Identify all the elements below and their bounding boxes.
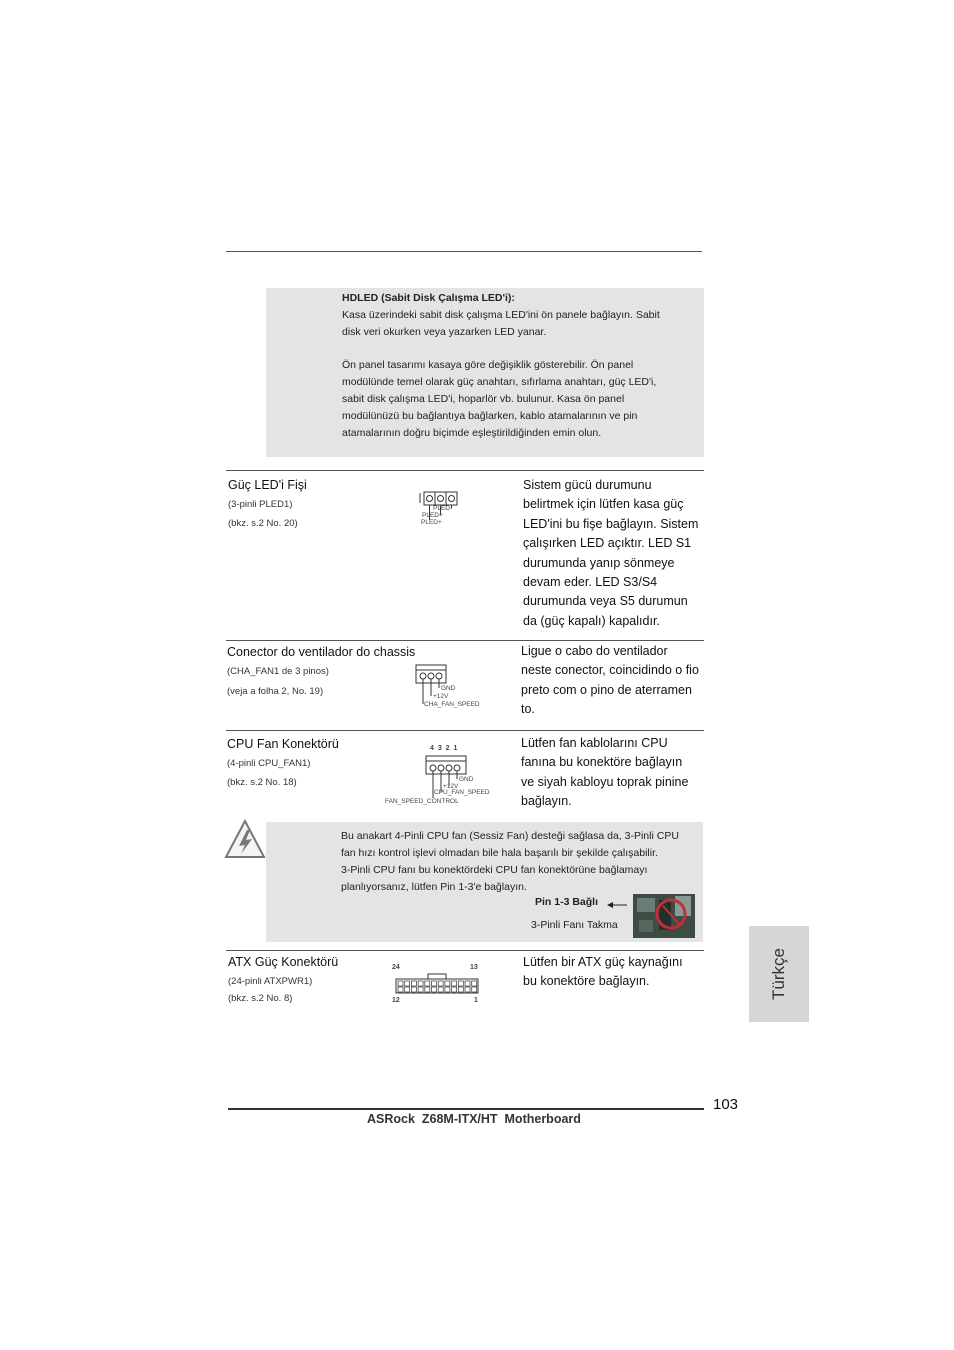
pled-connector-diagram xyxy=(418,490,488,530)
hdled-paragraph-1: Kasa üzerindeki sabit disk çalışma LED'ini ön panele bağlayın. Sabit disk veri okurken veya yazarken LED yanar. xyxy=(342,309,660,338)
arrow-left-icon xyxy=(606,897,628,907)
atx-pin-label: 24 xyxy=(392,964,400,971)
footer-rule xyxy=(228,1108,704,1110)
pled-section-rule xyxy=(226,470,704,471)
atx-title: ATX Güç Konektörü xyxy=(228,955,339,969)
chafan-title: Conector do ventilador do chassis xyxy=(227,645,416,659)
pled-pin-label: PLED+ xyxy=(422,512,443,519)
warning-icon xyxy=(224,819,266,859)
chafan-connector-diagram xyxy=(414,662,504,712)
hdled-paragraph-2: Ön panel tasarımı kasaya göre değişiklik gösterebilir. Ön panel modülünde temel olarak güç anahtarı, sıfırlama anahtarı, güç LED'i, sabit disk çalışma LED'i, hoparlör vb. bulunur. Kasa ön panel modülünüzü bu bağlantıya bağlarken, kablo atamalarının ve pin atamalarının doğru biçimde eşleştirildiğinden emin olun. xyxy=(342,359,657,439)
chafan-section-rule xyxy=(226,640,704,641)
language-tab-label: Türkçe xyxy=(769,948,788,1000)
pin-connected-label: Pin 1-3 Bağlı xyxy=(535,896,599,908)
pled-pin-label: PLED- xyxy=(433,505,453,512)
cpufan-connector-diagram xyxy=(384,742,504,808)
footer-product-name: ASRock Z68M-ITX/HT Motherboard xyxy=(367,1112,581,1126)
page-number: 103 xyxy=(713,1096,739,1113)
cpufan-pin-numbers: 4 3 2 1 xyxy=(430,745,459,752)
warning-triangle-icon xyxy=(224,819,266,859)
language-side-tab xyxy=(749,926,809,1022)
fan-install-photo xyxy=(633,894,695,938)
chafan-pin-label: CHA_FAN_SPEED xyxy=(424,701,480,708)
cpufan-title: CPU Fan Konektörü xyxy=(227,737,339,751)
atx-description: Lütfen bir ATX güç kaynağını bu konektöre bağlayın. xyxy=(523,955,683,989)
pled-subtitle: (3-pinli PLED1) xyxy=(228,499,293,510)
cpufan-pin-label: +12V xyxy=(443,783,459,790)
cpufan-pin-label: FAN_SPEED_CONTROL xyxy=(385,798,459,805)
chafan-subtitle: (CHA_FAN1 de 3 pinos) xyxy=(227,666,329,677)
cpufan-subtitle: (4-pinli CPU_FAN1) xyxy=(227,758,311,769)
cpufan-pin-label: GND xyxy=(459,776,474,783)
cpufan-reference: (bkz. s.2 No. 18) xyxy=(227,777,297,788)
chafan-pin-label: GND xyxy=(441,685,456,692)
chafan-pin-label: +12V xyxy=(433,693,449,700)
atx-pin-label: 12 xyxy=(392,997,400,1004)
pled-reference: (bkz. s.2 No. 20) xyxy=(228,518,298,529)
cpufan-section-rule xyxy=(226,730,704,731)
pled-description: Sistem gücü durumunu belirtmek için lütfen kasa güç LED'ini bu fişe bağlayın. Sistem çalışırken LED açıktır. LED S1 durumunda yanıp sönmeye devam eder. LED S3/S4 durumunda veya S5 durumun da (güç kapalı) kapalıdır. xyxy=(523,478,699,628)
pled-title: Güç LED'i Fişi xyxy=(228,478,307,492)
atx-pin-label: 13 xyxy=(470,964,478,971)
top-rule xyxy=(226,251,702,252)
pled-pin-label: PLED+ xyxy=(421,519,442,526)
hdled-title: HDLED (Sabit Disk Çalışma LED'i): xyxy=(342,292,515,304)
cpu-fan-note-text: Bu anakart 4-Pinli CPU fan (Sessiz Fan) desteği sağlasa da, 3-Pinli CPU fan hızı kontrol işlevi olmadan bile hala başarılı bir şekilde çalışabilir. 3-Pinli CPU fanı bu konektördeki CPU fan konektörüne bağlamayı planlıyorsanız, lütfen Pin 1-3'e bağlayın. xyxy=(341,830,679,893)
chafan-reference: (veja a folha 2, No. 19) xyxy=(227,686,324,697)
atx-reference: (bkz. s.2 No. 8) xyxy=(228,993,293,1004)
atx-pin-label: 1 xyxy=(474,997,478,1004)
chafan-description: Ligue o cabo do ventilador neste conector, coincidindo o fio preto com o pino de aterramen to. xyxy=(521,644,699,717)
cpufan-pin-label: CPU_FAN_SPEED xyxy=(434,789,490,796)
fan-install-photo-icon xyxy=(633,894,695,938)
atx-connector-diagram xyxy=(388,960,488,1008)
install-3pin-fan-label: 3-Pinli Fanı Takma xyxy=(531,919,618,931)
cpufan-description: Lütfen fan kablolarını CPU fanına bu konektöre bağlayın ve siyah kabloyu toprak pinine bağlayın. xyxy=(521,736,689,809)
atx-subtitle: (24-pinli ATXPWR1) xyxy=(228,976,313,987)
atx-section-rule xyxy=(226,950,704,951)
